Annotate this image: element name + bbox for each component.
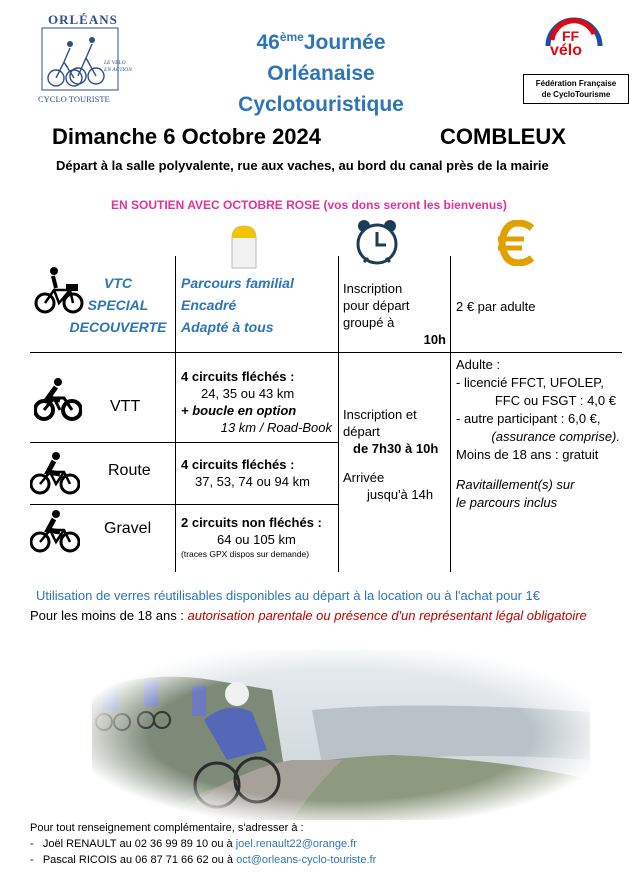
vtc-route-line1: Parcours familial — [181, 275, 294, 291]
ffvelo-label-line2: de CycloTourisme — [541, 90, 611, 99]
departure-info: Départ à la salle polyvalente, rue aux vaches, au bord du canal près de la mairie — [56, 158, 549, 173]
vtc-time-line4: 10h — [423, 332, 446, 347]
shared-time-line3: de 7h30 à 10h — [353, 441, 439, 456]
route-name: Route — [108, 462, 151, 479]
vtt-route-line3: + boucle en option — [181, 403, 297, 418]
contact-2: - Pascal RICOIS au 06 87 71 66 62 ou à oct@orleans-cyclo-touriste.fr — [30, 854, 377, 866]
shared-price — [456, 356, 622, 512]
event-date: Dimanche 6 Octobre 2024 — [52, 124, 322, 149]
route-route-line1: 4 circuits fléchés : — [181, 457, 295, 472]
contact-1: - Joël RENAULT au 02 36 99 89 10 ou à joel.renault22@orange.fr — [30, 838, 357, 850]
ffvelo-logo-velo: vélo — [550, 42, 583, 59]
ffvelo-logo — [538, 6, 608, 72]
contact-intro: Pour tout renseignement complémentaire, s'adresser à : — [30, 822, 304, 834]
vtt-route — [181, 368, 336, 436]
vtc-route-line3: Adapté à tous — [181, 319, 274, 335]
contact-1-text: Joël RENAULT au 02 36 99 89 10 ou à — [42, 838, 236, 850]
vtt-route-line2: 24, 35 ou 43 km — [201, 386, 295, 401]
shared-time-line1: Inscription et — [343, 407, 417, 422]
vtc-time-line1: Inscription — [343, 281, 403, 296]
contact-1-email[interactable]: joel.renault22@orange.fr — [235, 838, 357, 850]
vtt-route-line4: 13 km / Road-Book — [220, 420, 332, 435]
reusable-cups-note: Utilisation de verres réutilisables disponibles au départ à la location ou à l'achat pour 1€ — [36, 588, 541, 603]
shared-price-line1: Adulte : — [456, 357, 501, 372]
route-route-line2: 37, 53, 74 ou 94 km — [195, 474, 310, 489]
shared-time-line4: Arrivée — [343, 470, 385, 485]
clock-icon — [352, 218, 402, 266]
vtc-time-line2: pour départ — [343, 298, 410, 313]
shared-price-line2: - licencié FFCT, UFOLEP, — [456, 375, 604, 390]
ffvelo-logo-ff: FF — [562, 28, 580, 44]
vtc-time — [343, 280, 446, 348]
title-sup: ème — [279, 30, 304, 44]
club-logo-tagline: LE VELO EN ACTION — [104, 60, 132, 73]
shared-price-line6: Moins de 18 ans : gratuit — [456, 447, 599, 462]
shared-price-line5: (assurance comprise). — [491, 429, 620, 444]
route-route — [181, 456, 310, 490]
shared-time-line2: départ — [343, 424, 380, 439]
vtc-name — [64, 272, 172, 338]
vtc-route — [181, 272, 294, 338]
title-line3: Cyclotouristique — [238, 93, 404, 116]
club-logo-footer: CYCLO TOURISTE — [38, 94, 110, 104]
minors-note-requirement: autorisation parentale ou présence d'un représentant légal obligatoire — [187, 608, 587, 623]
vtc-name-line3: DECOUVERTE — [69, 319, 167, 335]
shared-time — [343, 406, 447, 503]
vtt-route-line1: 4 circuits fléchés : — [181, 369, 295, 384]
gravel-route-line3: (traces GPX dispos sur demande) — [181, 549, 310, 559]
gravel-route — [181, 514, 339, 560]
contact-block — [30, 820, 376, 868]
vtc-name-line1: VTC — [104, 275, 132, 291]
road-bike-icon — [30, 452, 80, 496]
gravel-route-line1: 2 circuits non fléchés : — [181, 515, 322, 530]
minors-note — [30, 606, 620, 625]
euro-icon — [496, 220, 540, 266]
vtc-name-line2: SPECIAL — [87, 297, 149, 313]
vtc-price: 2 € par adulte — [456, 299, 536, 314]
minors-note-lead: Pour les moins de 18 ans : — [30, 608, 188, 623]
title-journee: Journée — [303, 31, 386, 54]
vtt-name: VTT — [110, 398, 141, 415]
shared-price-line7: Ravitaillement(s) sur — [456, 477, 575, 492]
title-line2: Orléanaise — [267, 62, 375, 85]
cyclists-photo — [92, 650, 590, 820]
contact-2-text: Pascal RICOIS au 06 87 71 66 62 ou à — [42, 854, 237, 866]
event-title — [180, 22, 462, 120]
shared-time-line5: jusqu'à 14h — [367, 487, 434, 502]
shared-price-line4: - autre participant : 6,0 €, — [456, 411, 601, 426]
gravel-route-line2: 64 ou 105 km — [217, 532, 296, 547]
title-number: 46 — [256, 31, 280, 54]
gravel-name: Gravel — [104, 520, 152, 537]
event-place: COMBLEUX — [440, 124, 566, 149]
gravel-bike-icon — [30, 510, 80, 554]
mtb-icon — [34, 378, 82, 422]
shared-price-line3: FFC ou FSGT : 4,0 € — [494, 393, 616, 408]
support-banner: EN SOUTIEN AVEC OCTOBRE ROSE (vos dons seront les bienvenus) — [111, 198, 507, 212]
ffvelo-label — [523, 74, 629, 104]
shared-price-line8: le parcours inclus — [456, 495, 558, 510]
vtc-route-line2: Encadré — [181, 297, 237, 313]
contact-2-email[interactable]: oct@orleans-cyclo-touriste.fr — [236, 854, 377, 866]
milestone-icon — [228, 224, 260, 270]
club-logo — [34, 10, 132, 106]
vtc-time-line3: groupé à — [343, 315, 395, 330]
ffvelo-label-line1: Fédération Française — [535, 79, 617, 88]
club-logo-name: ORLÉANS — [48, 12, 118, 27]
